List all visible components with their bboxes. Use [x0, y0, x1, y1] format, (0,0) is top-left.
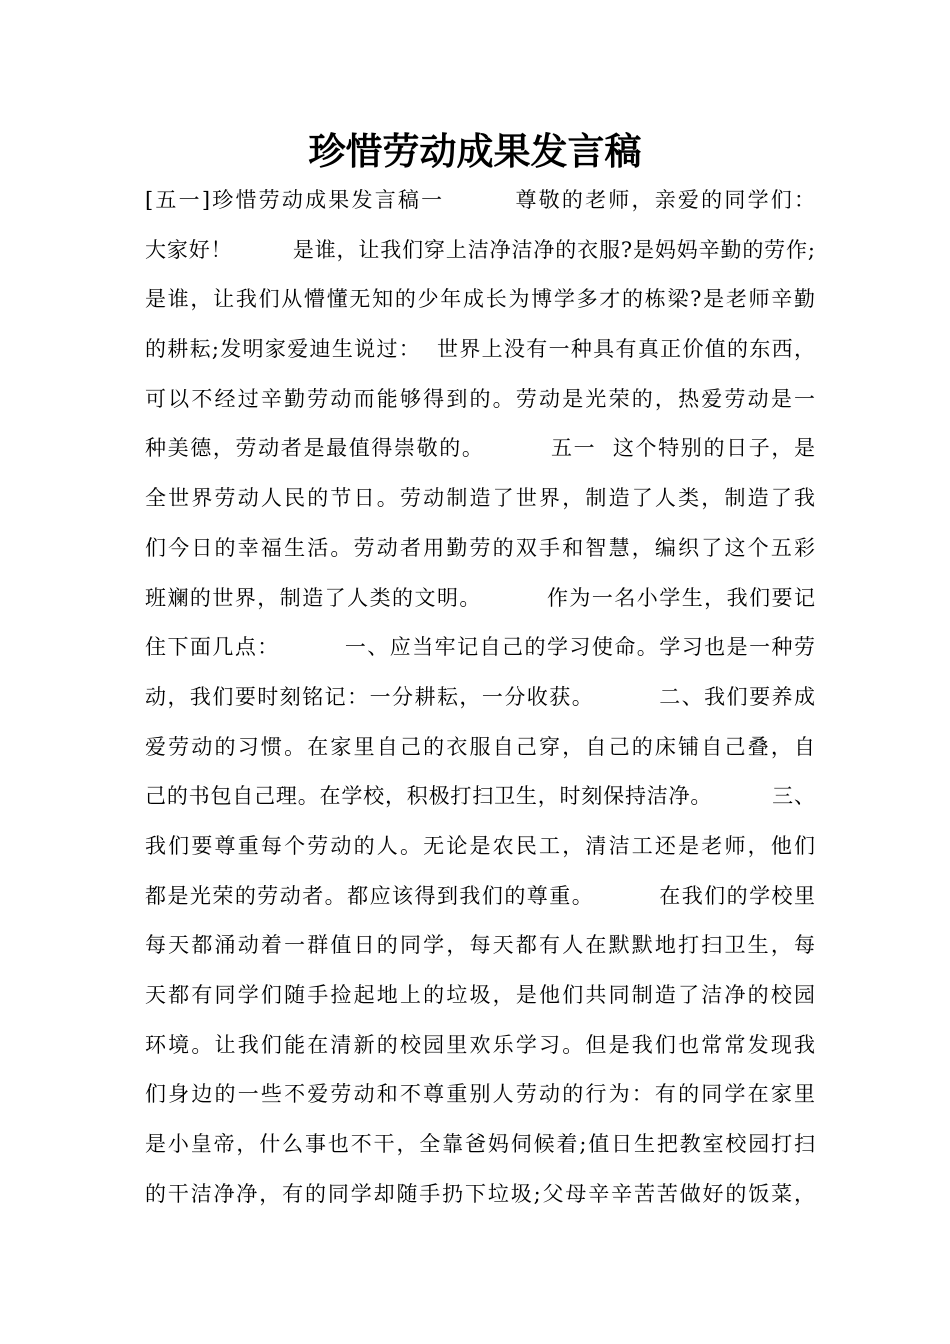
body-line: 是谁，让我们从懵懂无知的少年成长为博学多才的栋梁?是老师辛勤: [145, 287, 815, 312]
body-line: 住下面几点： 一、应当牢记自己的学习使命。学习也是一种劳: [145, 635, 815, 660]
body-line: 是小皇帝，什么事也不干，全靠爸妈伺候着;值日生把教室校园打扫: [145, 1132, 815, 1157]
body-line: 都是光荣的劳动者。都应该得到我们的尊重。 在我们的学校里: [145, 883, 815, 908]
body-line: 全世界劳动人民的节日。劳动制造了世界，制造了人类，制造了我: [145, 486, 815, 511]
body-line: 天都有同学们随手捡起地上的垃圾，是他们共同制造了洁净的校园: [145, 983, 815, 1007]
body-line: 的干洁净净，有的同学却随手扔下垃圾;父母辛辛苦苦做好的饭菜，: [145, 1181, 815, 1206]
body-line: 己的书包自己理。在学校，积极打扫卫生，时刻保持洁净。 三、: [145, 784, 815, 809]
body-line: 我们要尊重每个劳动的人。无论是农民工，清洁工还是老师，他们: [145, 833, 815, 858]
body-line: 动，我们要时刻铭记：一分耕耘，一分收获。 二、我们要养成: [145, 684, 815, 709]
body-line: 爱劳动的习惯。在家里自己的衣服自己穿，自己的床铺自己叠，自: [145, 734, 815, 759]
body-line: [五一]珍惜劳动成果发言稿一 尊敬的老师，亲爱的同学们：: [145, 188, 815, 212]
body-line: 大家好！ 是谁，让我们穿上洁净洁净的衣服?是妈妈辛勤的劳作;: [145, 237, 815, 262]
body-line: 们身边的一些不爱劳动和不尊重别人劳动的行为：有的同学在家里: [145, 1082, 815, 1107]
body-line: 的耕耘;发明家爱迪生说过： 世界上没有一种具有真正价值的东西，: [145, 337, 815, 362]
body-line: 们今日的幸福生活。劳动者用勤劳的双手和智慧，编织了这个五彩: [145, 535, 815, 560]
body-line: 每天都涌动着一群值日的同学，每天都有人在默默地打扫卫生，每: [145, 933, 815, 958]
body-line: 班斓的世界，制造了人类的文明。 作为一名小学生，我们要记: [145, 585, 815, 610]
body-line: 环境。让我们能在清新的校园里欢乐学习。但是我们也常常发现我: [145, 1032, 815, 1057]
body-line: 可以不经过辛勤劳动而能够得到的。劳动是光荣的，热爱劳动是一: [145, 386, 815, 411]
document-body: [145, 176, 815, 1219]
body-line: 种美德，劳动者是最值得崇敬的。 五一 这个特别的日子，是: [145, 436, 815, 461]
document-title: 珍惜劳动成果发言稿: [308, 130, 642, 173]
